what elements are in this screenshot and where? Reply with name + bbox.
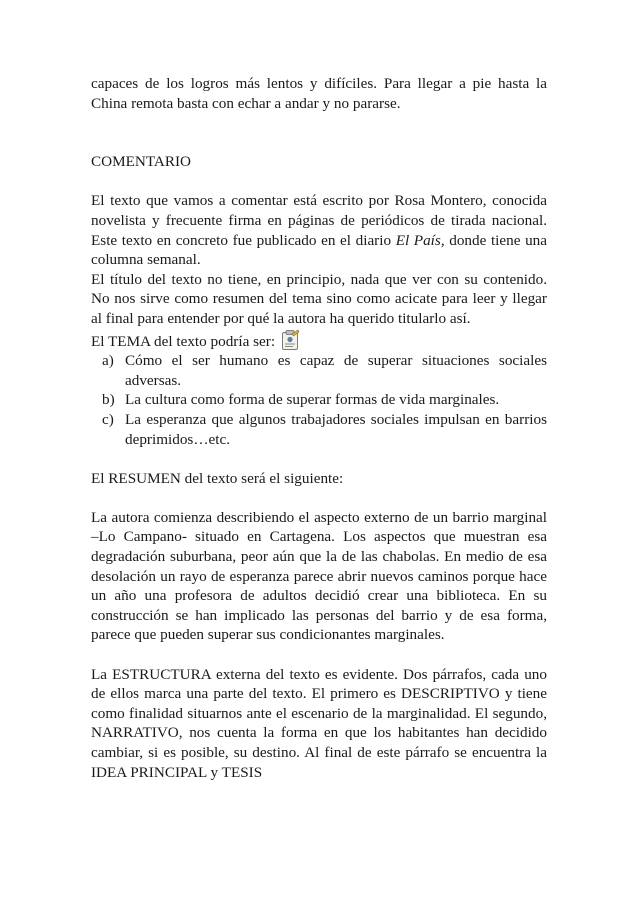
author-paragraph: [91, 191, 547, 269]
list-marker: b): [102, 391, 115, 409]
tema-intro-text: El TEMA del texto podría ser:: [91, 332, 276, 350]
newspaper-name: El País: [395, 231, 441, 249]
list-item-text: La esperanza que algunos trabajadores sociales impulsan en barrios deprimidos…etc.: [125, 410, 547, 448]
list-marker: c): [102, 410, 114, 428]
document-page: [91, 74, 547, 782]
intro-paragraph: capaces de los logros más lentos y difíciles. Para llegar a pie hasta la China remota basta con echar a andar y no pararse.: [91, 75, 547, 112]
title-paragraph: El título del texto no tiene, en principio, nada que ver con su contenido. No nos sirve como resumen del tema sino como acicate para leer y llegar al final para entender por qué la autora ha querido titularlo así.: [91, 270, 547, 327]
author-text-after: , donde tiene una columna semanal.: [91, 231, 548, 269]
list-item: [91, 390, 547, 410]
list-marker: a): [102, 352, 114, 370]
section-heading: COMENTARIO: [91, 153, 192, 171]
author-text-before: El texto que vamos a comentar está escrito por Rosa Montero, conocida novelista y frecuente firma en páginas de periódicos de tirada nacional. Este texto en concreto fue publicado en el diario: [91, 192, 547, 249]
themes-list: [91, 351, 547, 449]
list-item: [91, 410, 547, 449]
list-item-text: La cultura como forma de superar formas de vida marginales.: [125, 391, 500, 409]
tema-intro: [91, 329, 547, 352]
list-item: [91, 351, 547, 390]
resumen-intro: El RESUMEN del texto será el siguiente:: [91, 469, 344, 487]
resumen-paragraph: La autora comienza describiendo el aspecto externo de un barrio marginal –Lo Campano- situado en Cartagena. Los aspectos que muestran esa degradación suburbana, peor aún que la de las chabolas. En medio de esa desolación un rayo de esperanza parece abrir nuevos caminos porque hace un año una profesora de adultos decidió crear una biblioteca. En su construcción se han implicado las personas del barrio y de esa forma, parece que pueden superar sus condicionantes marginales.: [91, 508, 547, 644]
estructura-paragraph: La ESTRUCTURA externa del texto es evidente. Dos párrafos, cada uno de ellos marca una parte del texto. El primero es DESCRIPTIVO y tiene como finalidad situarnos ante el escenario de la marginalidad. El segundo, NARRATIVO, nos cuenta la forma en que los habitantes han decidido cambiar, si es posible, su destino. Al final de este párrafo se encuentra la IDEA PRINCIPAL y TESIS: [91, 665, 547, 781]
list-item-text: Cómo el ser humano es capaz de superar situaciones sociales adversas.: [125, 352, 547, 389]
clipboard-icon[interactable]: [279, 329, 301, 351]
